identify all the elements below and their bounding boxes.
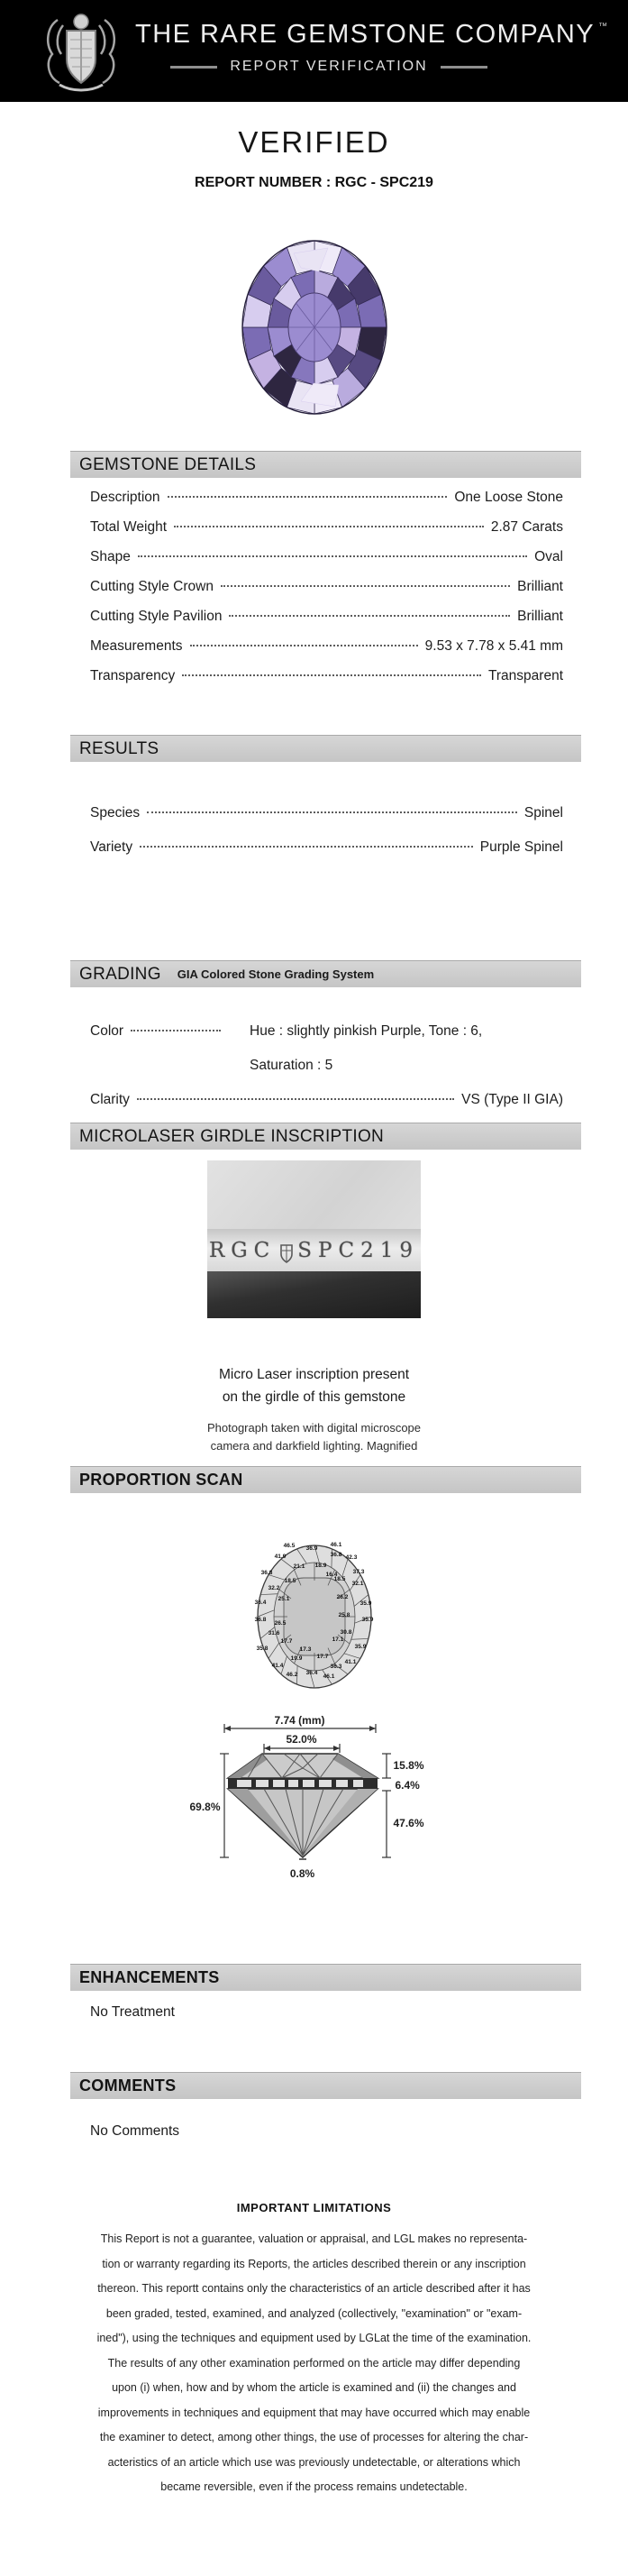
inscription-caption-line2: on the girdle of this gemstone [222, 1389, 406, 1405]
row-label: Measurements [90, 638, 183, 654]
facet-angle-label: 17.3 [299, 1646, 311, 1653]
limitations-line: upon (i) when, how and by whom the article is examined and (ii) the changes and [112, 2381, 516, 2394]
row-label: Color [90, 1023, 124, 1039]
row-dotted-leader [174, 526, 484, 527]
table-row [90, 609, 563, 638]
inscription-caption-line1: Micro Laser inscription present [218, 1367, 410, 1382]
facet-angle-label: 42.3 [345, 1554, 357, 1561]
facet-angle-label: 35.9 [360, 1600, 371, 1607]
facet-angle-label: 36.4 [254, 1600, 266, 1606]
gemstone-photo-svg [238, 237, 391, 417]
facet-angle-label: 17.7 [280, 1638, 292, 1645]
verified-status: VERIFIED [238, 125, 390, 159]
grading-rows [90, 1014, 563, 1117]
company-crest-icon [40, 7, 123, 96]
girdle-photo-upper-area [207, 1160, 421, 1229]
facet-angle-label: 41.9 [274, 1554, 286, 1560]
limitations-text [53, 2227, 576, 2500]
table-row [90, 579, 563, 609]
culet-label: 0.8% [289, 1867, 315, 1880]
pavilion-depth-bracket [382, 1791, 391, 1857]
gemstone-photo [0, 237, 628, 417]
row-value: Purple Spinel [479, 839, 563, 855]
row-dotted-leader [137, 1098, 454, 1100]
company-name [135, 20, 609, 50]
facet-angle-label: 35.8 [256, 1646, 268, 1652]
row-dotted-leader [147, 811, 517, 813]
row-label: Cutting Style Pavilion [90, 609, 223, 624]
facet-angle-label: 46.1 [323, 1673, 334, 1680]
inscription-text-right: SPC219 [297, 1238, 420, 1262]
proportion-top-view-diagram [211, 1531, 418, 1707]
facet-angle-label: 35.9 [361, 1617, 373, 1623]
section-header-grading [70, 960, 581, 987]
row-value: 9.53 x 7.78 x 5.41 mm [424, 638, 563, 654]
inscription-note [0, 1419, 628, 1455]
header-text [135, 0, 609, 102]
table-row [90, 519, 563, 549]
row-value: Oval [534, 549, 563, 564]
table-row [90, 1014, 563, 1083]
report-number: REPORT NUMBER : RGC - SPC219 [195, 175, 433, 190]
facet-angle-label: 41.1 [344, 1659, 356, 1665]
comments-value: No Comments [90, 2123, 180, 2139]
crown-height-bracket [382, 1754, 391, 1778]
facet-angle-label: 46.5 [283, 1543, 295, 1549]
section-title: ENHANCEMENTS [79, 1968, 220, 1986]
facet-angle-label: 46.1 [330, 1542, 341, 1548]
facet-angle-label: 35.9 [354, 1644, 366, 1650]
girdle-photo-dark-area [207, 1271, 421, 1318]
section-title: GRADING [79, 964, 161, 984]
row-label: Cutting Style Crown [90, 579, 214, 594]
section-header-inscription [70, 1123, 581, 1150]
inscription-note-line2: camera and darkfield lighting. Magnified [210, 1439, 418, 1453]
row-dotted-leader [131, 1030, 221, 1031]
enhancements-value: No Treatment [90, 2004, 175, 2020]
row-value: VS (Type II GIA) [461, 1092, 563, 1107]
facet-angle-label: 31.6 [268, 1630, 279, 1636]
table-row [90, 805, 563, 839]
results-rows [90, 805, 563, 874]
facet-angle-label: 41.4 [271, 1663, 283, 1669]
facet-angle-label: 36.3 [330, 1664, 341, 1670]
section-header-enhancements [70, 1964, 581, 1991]
facet-angle-label: 32.2 [268, 1585, 279, 1591]
inscription-caption [0, 1363, 628, 1408]
crown-height-label: 15.8% [393, 1759, 424, 1772]
facet-angle-label: 36.9 [305, 1545, 317, 1552]
facet-angle-label: 19.9 [290, 1655, 302, 1662]
girdle-thickness-label: 6.4% [395, 1779, 420, 1792]
inscription-crest-icon [278, 1242, 296, 1264]
row-dotted-leader [140, 846, 473, 848]
row-dotted-leader [168, 496, 448, 498]
limitations-line: the examiner to detect, among other things, the use of processes for altering the char- [99, 2431, 529, 2443]
row-value: Brilliant [517, 609, 563, 624]
facet-angle-label: 16.4 [325, 1572, 337, 1578]
left-dash-rule [170, 66, 217, 69]
gemstone-details-rows [90, 490, 563, 698]
section-title: PROPORTION SCAN [79, 1471, 243, 1489]
row-dotted-leader [182, 674, 481, 676]
section-header-gemstone-details [70, 451, 581, 478]
facet-angle-label: 36.8 [254, 1617, 266, 1623]
row-label: Variety [90, 839, 133, 855]
grading-system-label: GIA Colored Stone Grading System [177, 967, 375, 981]
facet-angle-label: 18.9 [314, 1563, 326, 1569]
row-value: Transparent [488, 668, 563, 683]
table-row [90, 490, 563, 519]
proportion-side-view-diagram [170, 1714, 459, 1894]
row-dotted-leader [229, 615, 510, 617]
facet-angle-label: 26.5 [274, 1620, 286, 1627]
limitations-line: been graded, tested, examined, and analyzed (collectively, "examination" or "exam- [105, 2306, 523, 2320]
section-header-proportion-scan [70, 1466, 581, 1493]
limitations-line: thereon. This reportt contains only the characteristics of an article described after it has [97, 2282, 531, 2295]
row-value: Brilliant [517, 579, 563, 594]
facet-angle-label: 36.4 [305, 1670, 317, 1676]
girdle-inscription-photo [207, 1160, 421, 1318]
facet-angle-label: 17.1 [332, 1636, 343, 1643]
row-label: Species [90, 805, 141, 820]
row-dotted-leader [221, 585, 510, 587]
facet-angle-label: 46.2 [286, 1672, 297, 1678]
row-value: Hue : slightly pinkish Purple, Tone : 6, Saturation : 5 [250, 1023, 483, 1073]
row-label: Transparency [90, 668, 176, 683]
section-header-results [70, 735, 581, 762]
company-name-text: THE RARE GEMSTONE COMPANY [135, 20, 596, 49]
facet-angle-label: 18.5 [333, 1576, 345, 1582]
facet-angle-label: 30.8 [340, 1629, 351, 1636]
row-dotted-leader [190, 645, 418, 646]
facet-angle-label: 17.7 [316, 1654, 328, 1660]
row-label: Shape [90, 549, 131, 564]
row-value: 2.87 Carats [490, 519, 563, 535]
row-value: One Loose Stone [454, 490, 563, 505]
facet-angle-label: 25.1 [278, 1596, 289, 1602]
table-row [90, 638, 563, 668]
row-label: Description [90, 490, 160, 505]
section-title: COMMENTS [79, 2076, 177, 2095]
section-title: GEMSTONE DETAILS [79, 454, 257, 474]
limitations-line: tion or warranty regarding its Reports, the articles described therein or any inscription [102, 2257, 526, 2270]
width-mm-label: 7.74 (mm) [274, 1714, 325, 1727]
facet-angle-label: 36.8 [260, 1570, 272, 1576]
facet-angle-label: 18.5 [284, 1578, 296, 1584]
row-value: Spinel [523, 805, 563, 820]
table-width-label: 52.0% [286, 1733, 317, 1746]
row-label: Clarity [90, 1092, 130, 1107]
report-verification-label: REPORT VERIFICATION [230, 59, 428, 74]
right-dash-rule [441, 66, 487, 69]
table-row [90, 839, 563, 874]
limitations-line: acteristics of an article which use was previously undetectable, or alterations which [107, 2455, 521, 2469]
site-header [0, 0, 628, 102]
row-dotted-leader [138, 555, 527, 557]
limitations-line: ined"), using the techniques and equipment used by LGLat the time of the examination. [96, 2332, 532, 2344]
table-row [90, 668, 563, 698]
section-header-comments [70, 2072, 581, 2099]
row-label: Total Weight [90, 519, 168, 535]
facet-angle-label: 21.1 [293, 1563, 305, 1570]
pavilion-depth-label: 47.6% [393, 1817, 424, 1829]
facet-angle-label: 25.8 [338, 1612, 350, 1618]
report-verification-banner [135, 59, 523, 75]
facet-angle-label: 26.2 [336, 1594, 348, 1600]
total-depth-bracket [220, 1754, 229, 1857]
inscription-text-left: RGC [208, 1238, 277, 1262]
facet-angle-label: 37.3 [352, 1569, 364, 1575]
total-depth-label: 69.8% [189, 1801, 221, 1813]
girdle-inscription-band [207, 1229, 421, 1271]
inscription-note-line1: Photograph taken with digital microscope [206, 1421, 422, 1435]
section-title: RESULTS [79, 738, 159, 758]
limitations-line: This Report is not a guarantee, valuation or appraisal, and LGL makes no representa- [100, 2232, 528, 2245]
limitations-line: The results of any other examination performed on the article may differ depending [107, 2356, 521, 2370]
limitations-title: IMPORTANT LIMITATIONS [236, 2201, 392, 2214]
limitations-line: became reversible, even if the process remains undetectable. [160, 2480, 468, 2493]
facet-angle-label: 32.1 [351, 1581, 363, 1587]
limitations-line: improvements in techniques and equipment that may have occurred which may enable [97, 2406, 531, 2419]
section-title: MICROLASER GIRDLE INSCRIPTION [79, 1126, 385, 1146]
table-row [90, 1083, 563, 1117]
table-row [90, 549, 563, 579]
trademark-symbol: ™ [598, 22, 609, 32]
facet-angle-label: 36.8 [330, 1552, 341, 1558]
